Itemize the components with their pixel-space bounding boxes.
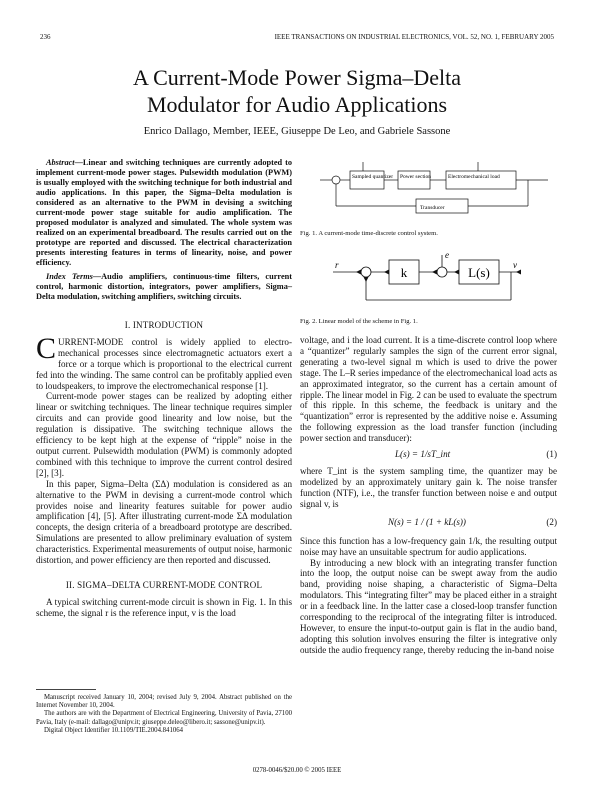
equation-1-number: (1) [546, 449, 557, 460]
drop-cap: C [36, 331, 57, 365]
right-paragraph-2: where T_int is the system sampling time, the quantizer may be modelized by an approximately unitary gain k. The noise transfer function (NTF), i.e., the transfer function between noise e and output signal v, is [300, 466, 557, 509]
footnotes [36, 689, 292, 735]
paper-title [0, 64, 594, 118]
right-paragraph-4: By introducing a new block with an integrating transfer function into the loop, the output noise can be swept away from the audio band, providing noise shaping, a characteristic of Sigma–Delta modulators. This “integrating filter” may be placed either in a straight or in a feedback line. In the latter case a closed-loop transfer function corresponding to the reciprocal of the integrating filter is introduced. However, to ensure the input-to-output gain is flat in the audio band, adopting this solution involves ensuring the filter is integrative only outside the audio frequency range, thereby reducing the in-band noise [300, 557, 557, 655]
title-line-2: Modulator for Audio Applications [146, 92, 448, 117]
copyright-line: 0278-0046/$20.00 © 2005 IEEE [252, 767, 342, 774]
equation-2-body: N(s) = 1 / (1 + kL(s)) [388, 516, 466, 527]
right-column [300, 335, 557, 656]
authors: Enrico Dallago, Member, IEEE, Giuseppe De Leo, and Gabriele Sassone [143, 126, 451, 137]
index-terms-label: Index Terms— [46, 272, 102, 281]
footnote-received: Manuscript received January 10, 2004; revised July 9, 2004. Abstract published on the Internet November 10, 2004. [36, 694, 292, 710]
left-column [36, 158, 292, 619]
fig2-output-label: v [513, 260, 517, 270]
fig1-block-power: Power section [400, 174, 432, 180]
equation-2-number: (2) [546, 516, 557, 527]
intro-paragraph-1: CURRENT-MODE control is widely applied to electro-mechanical processes since electromagnetic actuators exert a force or a torque which is proportional to the electrical current fed into the winding. The same control can be profitably applied even to loudspeakers, to improve the electromechanical response [1]. [36, 331, 292, 391]
section-2-heading: II. SIGMA–DELTA CURRENT-MODE CONTROL [65, 579, 263, 590]
fig1-block-load: Electromechanical load [448, 174, 500, 180]
right-paragraph-1: voltage, and i the load current. It is a time-discrete control loop where a “quantizer” regularly samples the sign of the current error signal, generating a two-level signal m which is used to drive the power stage. The L–R series impedance of the electromechanical load acts as an approximated integrator, so the current has a certain amount of ripple. The linear model in Fig. 2 can be used to evaluate the spectrum of this ripple. In this scheme, the feedback is unitary and the “quantization” error is represented by the additive noise e. Assuming the following expression as the load transfer function (including power section and transducer): [300, 335, 557, 444]
right-paragraph-3: Since this function has a low-frequency gain 1/k, the resulting output noise may have an unsuitable spectrum for audio applications. [300, 535, 557, 557]
fig2-noise-label: e [445, 250, 449, 260]
footnote-affiliation: The authors are with the Department of Electrical Engineering, University of Pavia, 27100 Pavia, Italy (e-mail: dallago@unipv.it; giuseppe.deleo@libero.it; sassone@unipv.it). [36, 710, 292, 726]
fig2-block-l: L(s) [468, 265, 490, 280]
abstract-label: Abstract— [46, 158, 83, 167]
index-terms [36, 272, 292, 302]
abstract [36, 158, 292, 268]
equation-1 [300, 444, 557, 466]
section-1-heading: I. INTRODUCTION [124, 320, 204, 330]
figure-1-caption: Fig. 1. A current-mode time-discrete control system. [300, 230, 438, 237]
running-header: IEEE TRANSACTIONS ON INDUSTRIAL ELECTRONICS, VOL. 52, NO. 1, FEBRUARY 2005 [274, 33, 554, 41]
fig1-block-quantizer: Sampled quantizer [352, 174, 394, 180]
footnote-rule [36, 689, 96, 690]
title-line-1: A Current-Mode Power Sigma–Delta [132, 65, 462, 90]
section-2-paragraph-1: A typical switching current-mode circuit is shown in Fig. 1. In this scheme, the signal r is the reference input, v is the load [36, 596, 292, 618]
figure-2-diagram [325, 250, 525, 308]
equation-1-body: L(s) = 1/sT_int [395, 449, 451, 460]
fig2-block-k: k [400, 265, 408, 280]
equation-2 [300, 510, 557, 536]
page-number: 236 [40, 33, 51, 41]
figure-1-diagram [318, 160, 558, 218]
intro-paragraph-3: In this paper, Sigma–Delta (ΣΔ) modulation is considered as an alternative to the PWM in devising a current-mode control which provides noise and linearity features suitable for power audio amplification [4], [5]. After illustrating current-mode ΣΔ modulation concepts, the design criteria of a breadboard prototype are described. Simulations are presented to allow preliminary evaluation of system characteristics. Experimental measurements of output noise, harmonic distortion, and power efficiency are then reported and discussed. [36, 478, 292, 566]
footnote-doi: Digital Object Identifier 10.1109/TIE.2004.841064 [44, 726, 184, 734]
index-terms-text: Audio amplifiers, continuous-time filters, current control, harmonic distortion, integrators, power amplifiers, Sigma–Delta modulation, switching amplifiers, switching circuits. [36, 272, 292, 301]
fig1-block-transducer: Transducer [420, 205, 445, 211]
fig2-input-label: r [335, 260, 339, 270]
figure-2-caption: Fig. 2. Linear model of the scheme in Fig. 1. [300, 318, 418, 325]
intro-paragraph-2: Current-mode power stages can be realized by adopting either linear or switching techniques. The linear technique requires simpler circuits and can provide good linearity and low noise, but the regulation is dissipative. The switching technique allows the efficiency to be kept high at the expense of “ripple” noise in the output current. Pulsewidth modulation (PWM) is commonly adopted combined with this technique to improve the current control desired [2], [3]. [36, 391, 292, 478]
abstract-text: Linear and switching techniques are currently adopted to implement current-mode power stages. Pulsewidth modulation (PWM) is usually employed with the switching technique for both industrial and audio applications. In this paper, the Sigma–Delta modulation is considered as an alternative to the PWM in devising a switching current-mode power stage suitable for audio amplification. The proposed modulator is analyzed and simulated. The whole system was realized on an experimental breadboard. The results carried out on the prototype are reported and discussed. The electrical characterization presents interesting features in terms of linearity, noise, and power efficiency. [36, 158, 292, 267]
